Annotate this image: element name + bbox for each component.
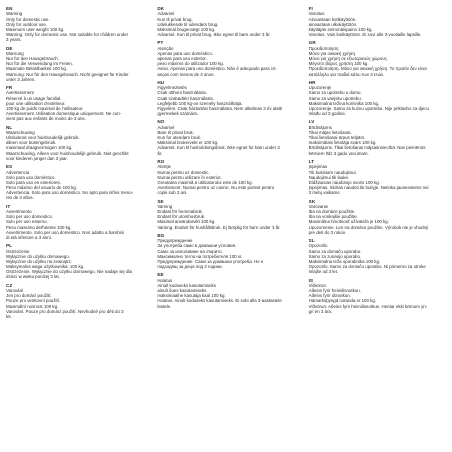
language-block-de — [6, 46, 143, 82]
warning-text: Varning Endast för hemmabruk. Endast för utomhusbruk. Maximal användarvikt 100 kg. Varning. Endast för hushållsbruk. Ej lämplig för barn under 3 år. — [157, 203, 281, 230]
language-code: ES — [6, 164, 13, 170]
language-block-en — [6, 6, 143, 42]
language-block-hu — [157, 80, 294, 116]
language-code: BG — [157, 232, 165, 238]
language-code: FR — [6, 85, 13, 91]
warning-text: Ostrzeżenie Wyłącznie do użytku domowego. Wyłącznie do użytku na zewnątrz. Maksymalna waga użytkownika: 100 kg. Ostrzeżenie. Wyłącznie do użytku domowego. Nie nadaje się dla dzieci w wieku poniżej 3 lat. — [6, 248, 132, 280]
warning-text: Viðvörun Aðeins fyrir heimilisnotkun. Aðeins fyrir útinotkun. Hámarksþyngd notanda er 100 kg. Viðvörun. Aðeins fyrir heimilisnotkun. Hentar ekki börnum yn- gri en 3 ára. — [308, 282, 428, 314]
warning-text: Opozorilo Samo za domačo uporabo. Samo za zunanjo uporabo. Maksimalna teža uporabnika 100 kg. Opozorilo. Samo za domačo uporabo. Ni primerno za otroke mlajše od 3 let. — [308, 243, 426, 275]
language-code: NL — [6, 124, 13, 130]
language-block-es — [6, 164, 143, 200]
language-code: IT — [6, 203, 11, 209]
warning-text: Atenţie Numai pentru uz domestic. Numai pentru utilizare în exterior. Greutatea maximă a utilizatorului este de 100 kg. Avertisment. Numai pentru uz casnic. Nu este potrivit pentru copiii sub 3 ani. — [157, 164, 275, 196]
language-block-no — [157, 119, 294, 155]
language-block-fr — [6, 85, 143, 121]
language-block-hr — [309, 80, 446, 116]
language-block-gr — [309, 40, 446, 76]
language-column-2 — [157, 6, 294, 446]
language-code: DK — [157, 6, 165, 11]
warning-text: Varovanie Iba na domáce použitie. Iba na vonkajšie použitie. Maximálna hmotnosť užívateľa je 100 kg. Upozornenie. Len na domáce použitie. Výrobok nie je vhodný pre deti do 3 rokov. — [308, 203, 429, 235]
language-block-lv — [309, 119, 446, 155]
language-block-sk — [309, 199, 446, 235]
language-code: PL — [6, 243, 13, 249]
warning-text: Avvertimento Solo per uso domestico. Solo per uso esterno. Peso massimo dell'utente 100 kg. Avvertimento. Solo per uso domestico. Non adatto a bambini di età inferiore a 3 anni. — [6, 209, 125, 240]
language-block-bg — [157, 233, 294, 269]
warning-text: Advarsel Bare til privat bruk. Kun for utendørs bruk. Maksimal brukervekt er 100 kg. Advarsel. Kun til husholdningsbruk. Ikke egnet for barn under 3 år. — [157, 124, 280, 156]
warning-text: Įspėjimas Tik buitiniam naudojimui. Naudojimui tik lauke. Didžiausias naudotojo svoris 100 kg. Įspėjimas. Skirtas naudoti tik buityje. Netinka jaunesniems nei 3 metų vaikams. — [308, 164, 429, 196]
language-code: LT — [308, 158, 315, 164]
language-code: EN — [6, 6, 13, 11]
warning-text: Atenção Apenas para uso doméstico. apenas para uso exterior. peso máximo do utilizador 100 kg. Aviso. Apenas para uso doméstico. Não é adequado para cri- anças com menos de 3 anos. — [157, 45, 277, 77]
warning-text: Advertencia Solo para uso doméstico. Solo para uso en exteriores. Peso máximo del usuario de 100 kg. Advertencia. Solo para uso doméstico. No apto para niños meno- res de 3 años. — [6, 169, 134, 201]
language-code: FI — [308, 6, 313, 11]
language-block-lt — [309, 159, 446, 195]
warning-label-sheet — [6, 6, 446, 446]
warning-text: Varoitus Ainoastaan kotikäyttöön. ainoastaan ulkokäyttöön. käyttäjän enimmäispaino 100 kg. Varoitus. Vain kotikäyttöön. Ei sovi alle 3-vuotiaille lapsille. — [308, 11, 422, 38]
language-block-nl — [6, 125, 143, 161]
language-column-3 — [309, 6, 446, 446]
warning-text: Figyelmeztetés Csak otthoni használatra. Csak szabadtéri használatra. Legfeljebb 100 kg-os személy használhatja. Figyelem. Csak háztartási használatra. Nem alkalmas 3 év alatti gyermekek számára. — [157, 85, 283, 117]
language-block-dk — [157, 6, 294, 37]
language-block-is — [309, 278, 446, 314]
language-block-pt — [157, 40, 294, 76]
language-code: CZ — [6, 282, 13, 288]
language-code: DE — [6, 45, 13, 51]
warning-text: Varování Jen pro domácí použití. Pouze pro venkovní použití. Maximální nosnost 100 kg. Varování. Pouze pro domácí použití. Nevhodné pro děti do 3 let. — [6, 288, 124, 319]
language-code: RO — [157, 158, 165, 164]
language-code: SK — [308, 198, 316, 204]
language-code: NO — [157, 119, 165, 125]
warning-text: Avertissement Réservé à un usage familial. pour une utilisation d'extérieur. 100 kg de poids maximal de l'utilisateur. Avertissement. Utilisation domestique uniquement. Ne con- vient pas aux enfants de moins de 3 ans. — [6, 90, 122, 122]
language-code: SE — [157, 198, 164, 204]
warning-text: Warnung Nur für den Hausgebrauch. Nur für die Verwendung im Freien. Maximale Belastbarkeit 100 kg. Warnung: Nur für den Hausgebrauch. Nicht geeignet für Kinder unter 3 Jahren. — [6, 50, 129, 82]
warning-text: Upozorenje Samo za upotrebu u domu. Samo za vanjsku upotrebu. Maksimalna težina korisnika 100 kg. Upozorenje. Samo za kućnu upotrebu. Nije prikladno za djecu mlađu od 3 godine. — [308, 85, 429, 117]
warning-text: Advarsel Kun til privat brug. Udelukkende til udendørs brug. Maksimal brugervægt 100 kg. Advarsel. Kun til privat brug. Ikke egnet til børn under 3 år. — [157, 11, 271, 38]
language-code: HR — [308, 79, 316, 85]
language-block-cz — [6, 283, 143, 319]
language-block-pl — [6, 243, 143, 279]
warning-text: Προειδοποίηση Μόνο για οικιακή χρήση. Μόνο για χρήση σε εξωτερικούς χώρους. Μέγιστο βάρος χρήστη 100 kg. Προειδοποίηση. Μόνο για οικιακή χρήση. Το προϊόν δεν είναι κατάλληλο για παιδιά κάτω των 3 ετών. — [308, 45, 427, 77]
language-code: LV — [308, 119, 315, 125]
language-block-fi — [309, 6, 446, 37]
warning-text: Warning Only for domestic use. Only for outdoor use. Maximum user weight 100 kg. Warning. Only for domestic use. Not suitable for children under 3 years. — [6, 11, 129, 43]
language-block-sl — [309, 238, 446, 274]
language-code: PT — [157, 40, 164, 46]
warning-text: Waarschuwing Uitsluitend voor huishoudelijk gebruik. alleen voor buitengebruik. maximaal draagvermogen 100 kg. Waarschuwing. Alleen voor huishoudelijk gebruik. Niet geschikt voor kinderen jonger dan 3 jaar. — [6, 130, 129, 161]
language-code: HU — [157, 79, 165, 85]
warning-text: Brīdinājums Tikai mājas lietošanai. Tikai lietošanai ārpus telpām. maksimālais lietotāja svars 100 kg. Brīdinājums. Tikai lietošanai mājsaimniecībā. Nav piemērots bērniem līdz 3 gadu vecumam. — [308, 124, 426, 156]
language-block-it — [6, 204, 143, 240]
warning-text: Предупреждение За употреба само в домашни условия. Само за използване на открито. Максимално тегло на потребителя 100 кг. Предупреждение. Само за домашна употреба. Не е подходящ за деца под 3 години. — [157, 238, 264, 270]
language-code: GR — [308, 40, 316, 46]
language-block-se — [157, 199, 294, 230]
language-code: IS — [308, 277, 314, 283]
language-code: EE — [157, 272, 164, 278]
warning-text: Hoiatus Ainult koduseks kasutamiseks ainult õues kasutamiseks maksimaalne kasutaja kaal 100 kg. Hoiatus. Ainult koduseks kasutamiseks. Ei sobi alla 3-aastastele lastele. — [157, 277, 282, 309]
language-column-1 — [6, 6, 143, 446]
language-block-ee — [157, 272, 294, 308]
language-code: SL — [308, 238, 315, 244]
language-block-ro — [157, 159, 294, 195]
